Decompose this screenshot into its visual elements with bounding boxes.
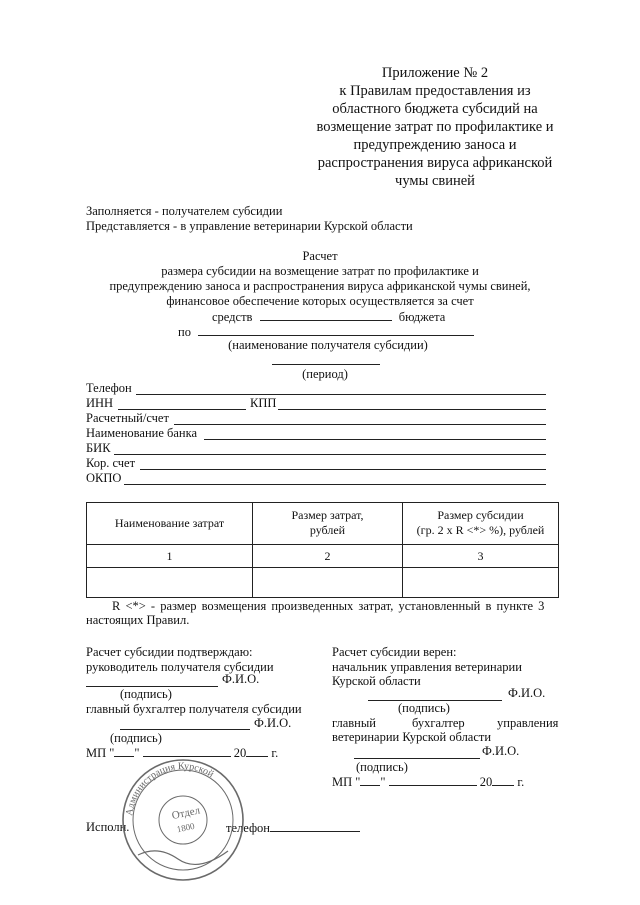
stamp-center-text-2: 1800 bbox=[175, 820, 196, 835]
annex-line: распространения вируса африканской bbox=[317, 155, 553, 171]
col-cost-amount-unit: рублей bbox=[309, 523, 346, 538]
stamp-center-text: Отдел bbox=[170, 804, 202, 823]
col-number: 2 bbox=[253, 544, 403, 567]
date-year-field[interactable] bbox=[246, 745, 268, 757]
period-field[interactable] bbox=[272, 364, 380, 365]
col-cost-name-label: Наименование затрат bbox=[114, 515, 225, 530]
executor-label: Исполн. bbox=[86, 820, 130, 834]
col-number: 1 bbox=[87, 544, 253, 567]
accountant-fio-label: Ф.И.О. bbox=[254, 716, 292, 730]
filled-by-note: Заполняется - получателем субсидии bbox=[86, 204, 283, 218]
annex-line: предупреждению заноса и bbox=[353, 137, 517, 153]
seal-label: МП " bbox=[332, 775, 361, 789]
period-caption: (период) bbox=[302, 367, 348, 381]
recipient-accountant-label: главный бухгалтер получателя субсидии bbox=[86, 702, 302, 716]
col-cost-name bbox=[87, 503, 253, 545]
funds-prefix: средств bbox=[212, 310, 253, 324]
col-number: 3 bbox=[403, 544, 559, 567]
cost-amount-cell[interactable] bbox=[253, 568, 403, 598]
year-prefix: 20 bbox=[233, 746, 247, 760]
official-stamp bbox=[118, 755, 248, 885]
vet-accountant-w3: управления bbox=[497, 716, 559, 730]
account-label: Расчетный/счет bbox=[86, 411, 169, 425]
phone-label: Телефон bbox=[86, 381, 132, 395]
table-number-row bbox=[87, 544, 559, 567]
quote-mark: " bbox=[380, 775, 386, 789]
annex-line: областного бюджета субсидий на bbox=[332, 101, 538, 117]
bank-name-field[interactable] bbox=[204, 439, 546, 440]
doc-title-line: финансовое обеспечение которых осуществляется за счет bbox=[166, 294, 474, 308]
head-signature-caption: (подпись) bbox=[120, 687, 172, 701]
corr-account-field[interactable] bbox=[140, 469, 546, 470]
phone-field[interactable] bbox=[136, 394, 546, 395]
recipient-name-field[interactable] bbox=[198, 324, 474, 336]
accountant-signature-caption: (подпись) bbox=[110, 731, 162, 745]
inn-label: ИНН bbox=[86, 396, 114, 410]
confirm-label: Расчет субсидии подтверждаю: bbox=[86, 645, 253, 659]
date-year-field[interactable] bbox=[492, 774, 514, 786]
account-field[interactable] bbox=[174, 424, 546, 425]
recipient-caption: (наименование получателя субсидии) bbox=[228, 338, 428, 352]
seal-label: МП " bbox=[86, 746, 115, 760]
kpp-field[interactable] bbox=[278, 409, 546, 410]
vet-accountant-w1: главный bbox=[332, 716, 376, 730]
quote-mark: " bbox=[134, 746, 140, 760]
bik-field[interactable] bbox=[114, 454, 546, 455]
vet-accountant-label: ветеринарии Курской области bbox=[332, 730, 492, 744]
by-prefix: по bbox=[178, 325, 191, 339]
okpo-field[interactable] bbox=[124, 484, 546, 485]
col-subsidy-amount bbox=[403, 503, 559, 545]
vet-chief-label: начальник управления ветеринарии bbox=[332, 660, 522, 674]
submitted-to-note: Представляется - в управление ветеринарии Курской области bbox=[86, 219, 413, 233]
date-day-field[interactable] bbox=[360, 774, 380, 786]
executor-phone-label: телефон bbox=[226, 821, 270, 835]
year-suffix: г. bbox=[517, 775, 525, 789]
annex-line: чумы свиней bbox=[395, 173, 475, 189]
year-suffix: г. bbox=[271, 746, 279, 760]
annex-title: Приложение № 2 bbox=[381, 65, 489, 81]
annex-line: возмещение затрат по профилактике и bbox=[316, 119, 554, 135]
kpp-label: КПП bbox=[250, 396, 277, 410]
col-cost-amount bbox=[253, 503, 403, 545]
executor-phone-field[interactable] bbox=[270, 820, 360, 832]
subsidy-amount-cell[interactable] bbox=[403, 568, 559, 598]
bank-name-label: Наименование банка bbox=[86, 426, 198, 440]
annex-header bbox=[300, 64, 570, 190]
corr-account-label: Кор. счет bbox=[86, 456, 136, 470]
cost-table bbox=[86, 502, 559, 598]
accountant-signature-field[interactable] bbox=[120, 729, 250, 730]
footnote-line: R <*> - размер возмещения произведенных затрат, установленный в пункте 3 bbox=[112, 599, 545, 613]
bik-label: БИК bbox=[86, 441, 111, 455]
chief-signature-caption: (подпись) bbox=[398, 701, 450, 715]
funds-row bbox=[212, 309, 445, 325]
doc-heading: Расчет bbox=[302, 249, 338, 263]
stamp-ring-text: Администрация Курской bbox=[124, 760, 216, 817]
doc-title-line: размера субсидии на возмещение затрат по профилактике и bbox=[161, 264, 479, 278]
verified-label: Расчет субсидии верен: bbox=[332, 645, 457, 659]
col-cost-amount-label: Размер затрат, bbox=[291, 508, 364, 523]
vet-accountant-w2: бухгалтер bbox=[412, 716, 465, 730]
cost-name-cell[interactable] bbox=[87, 568, 253, 598]
footnote-line: настоящих Правил. bbox=[86, 613, 190, 627]
seal-date-row-right bbox=[332, 774, 524, 790]
vet-accountant-signature-field[interactable] bbox=[354, 758, 480, 759]
vet-accountant-fio-label: Ф.И.О. bbox=[482, 744, 520, 758]
recipient-head-label: руководитель получателя субсидии bbox=[86, 660, 274, 674]
vet-chief-label-region: Курской области bbox=[332, 674, 421, 688]
vet-accountant-signature-caption: (подпись) bbox=[356, 760, 408, 774]
head-fio-label: Ф.И.О. bbox=[222, 672, 260, 686]
inn-field[interactable] bbox=[118, 409, 246, 410]
date-month-field[interactable] bbox=[389, 774, 477, 786]
chief-fio-label: Ф.И.О. bbox=[508, 686, 546, 700]
year-prefix: 20 bbox=[479, 775, 493, 789]
funds-suffix: бюджета bbox=[398, 310, 446, 324]
col-subsidy-label: Размер субсидии bbox=[437, 508, 524, 523]
annex-line: к Правилам предоставления из bbox=[339, 83, 531, 99]
stamp-center-ring bbox=[159, 796, 207, 844]
okpo-label: ОКПО bbox=[86, 471, 122, 485]
funds-source-field[interactable] bbox=[260, 309, 392, 321]
stamp-scribble bbox=[138, 851, 228, 865]
table-row bbox=[87, 568, 559, 598]
table-header-row bbox=[87, 503, 559, 545]
doc-title-line: предупреждению заноса и распространения вируса африканской чумы свиней, bbox=[109, 279, 531, 293]
col-subsidy-formula: (гр. 2 x R <*> %), рублей bbox=[416, 523, 545, 538]
